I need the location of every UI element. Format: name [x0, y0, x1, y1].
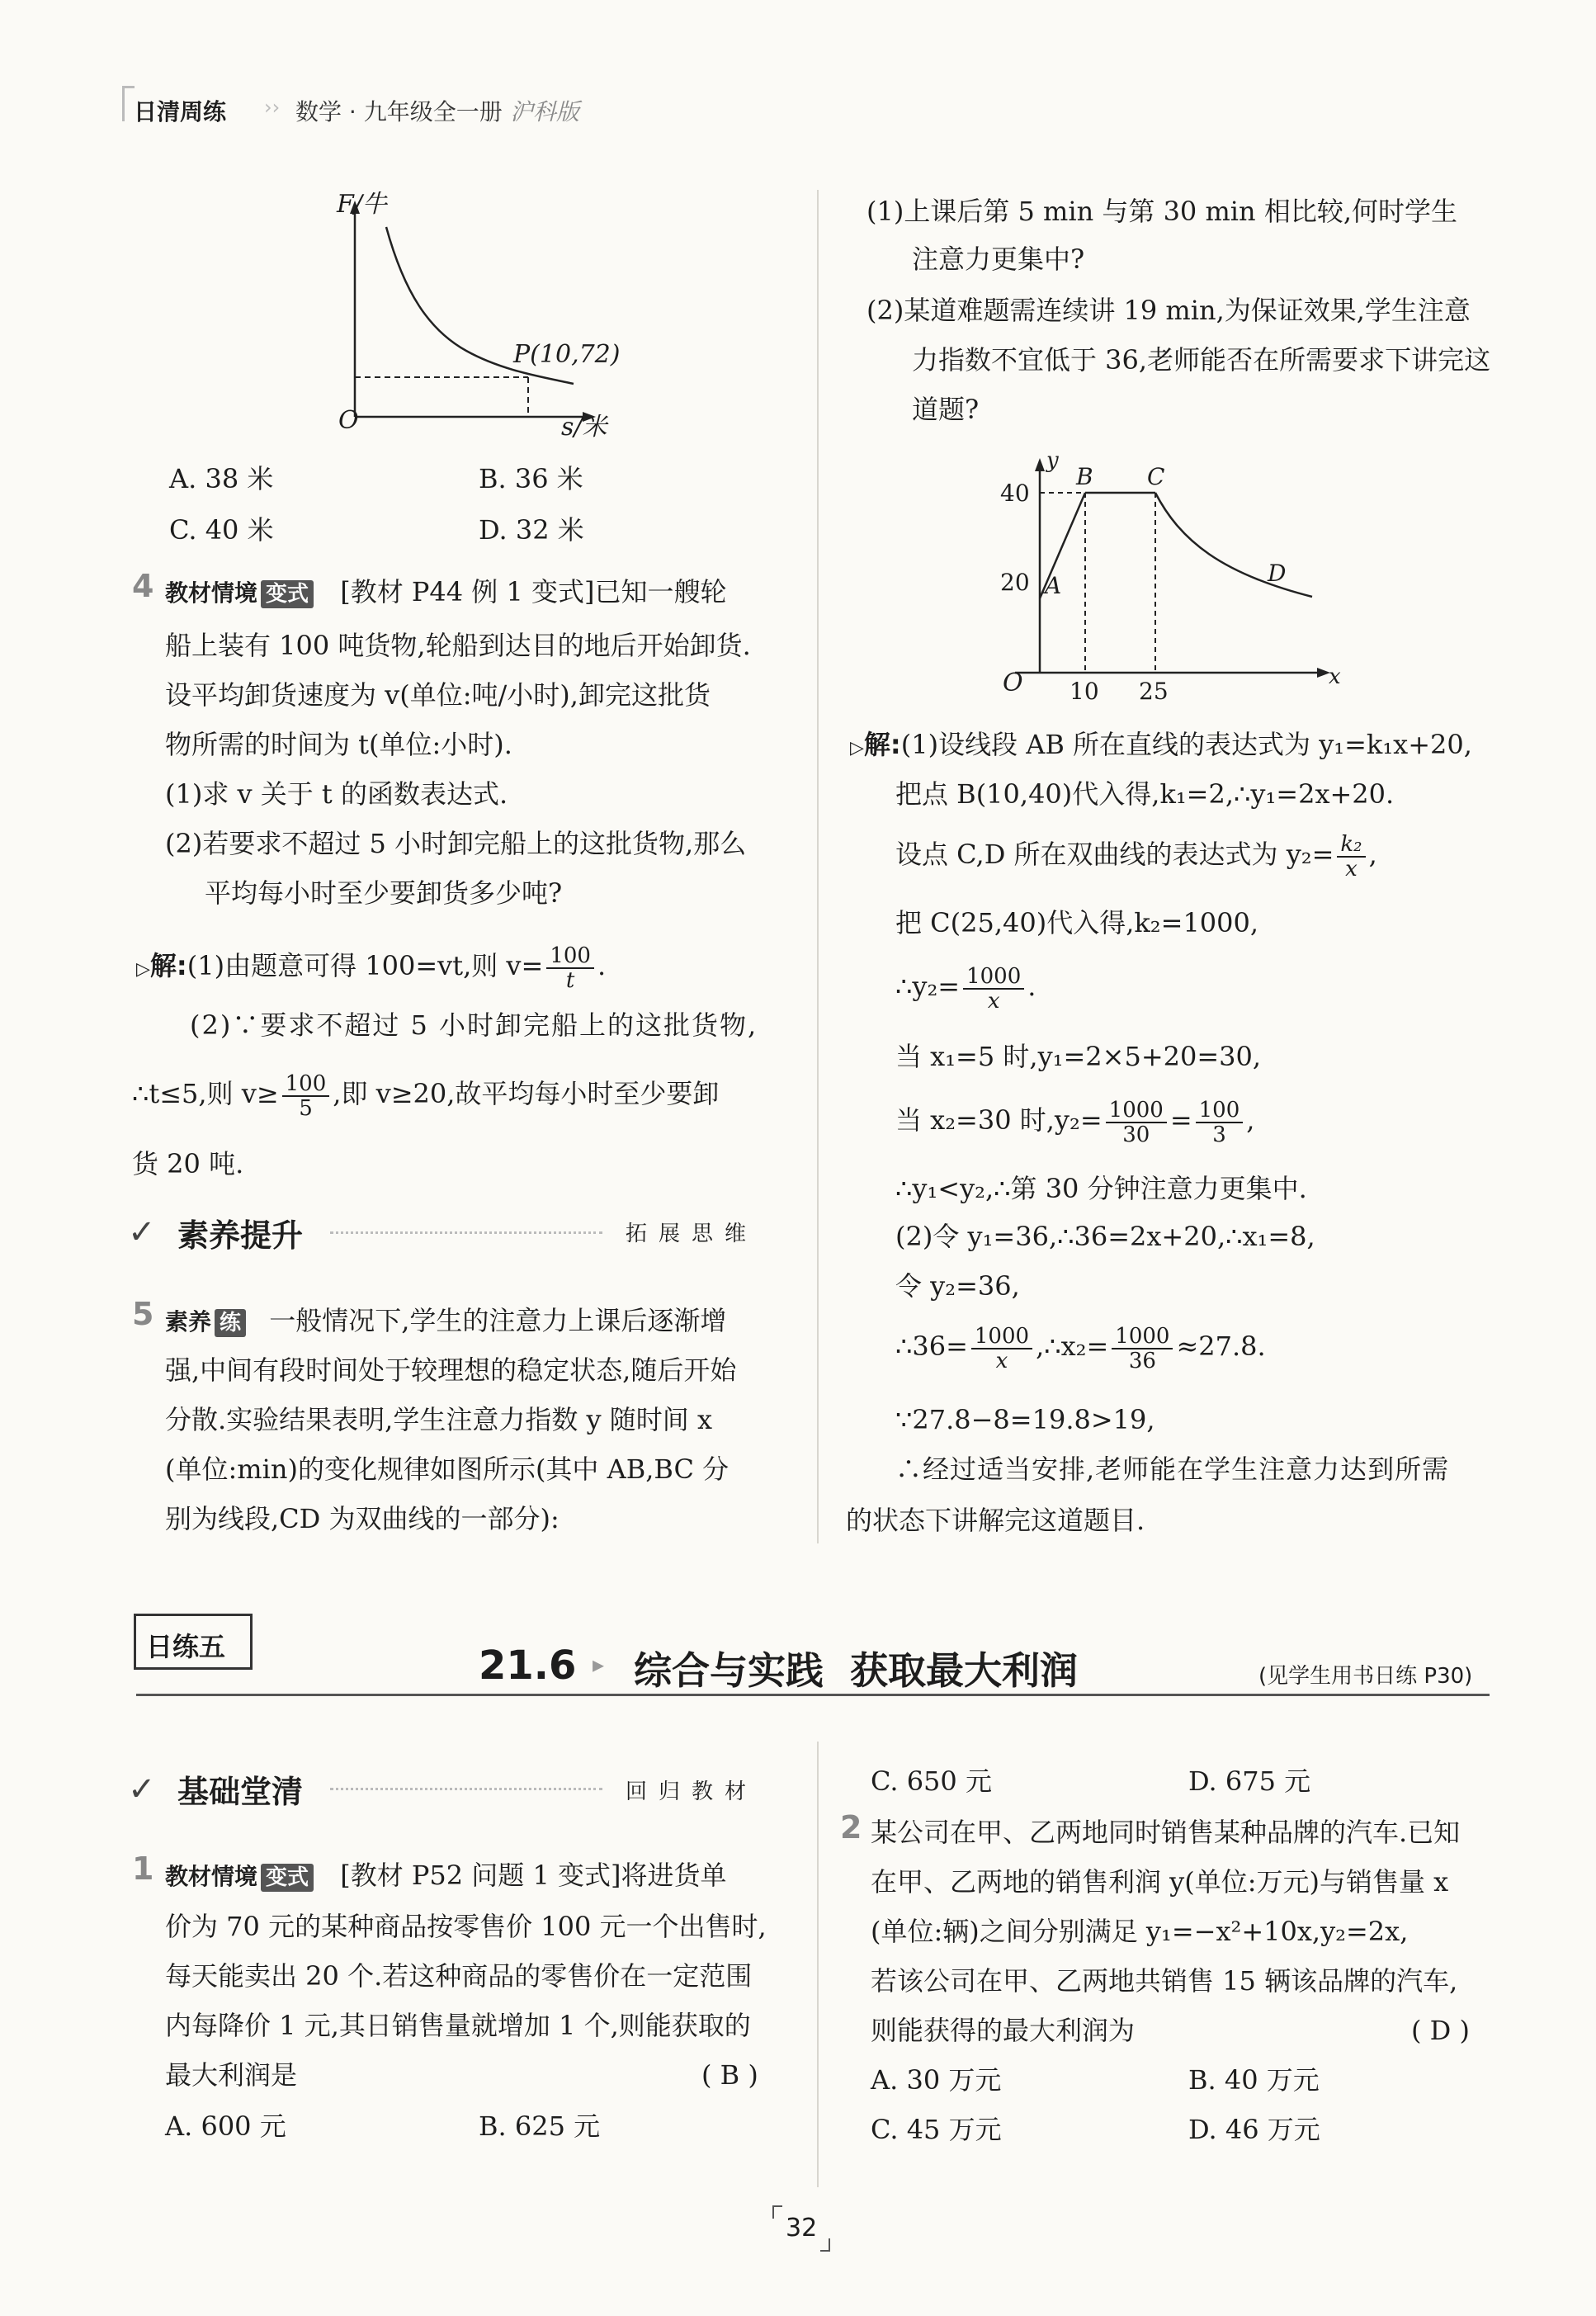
arrow-icon: ▸ [593, 1651, 605, 1678]
q5-sol-l7-pre: 当 x₂=30 时,y₂= [895, 1104, 1103, 1136]
q5-sol-l13: ∴经过适当安排,老师能在学生注意力达到所需 [895, 1453, 1450, 1485]
q5-tag: 素养 [165, 1308, 212, 1335]
q2-line5: 则能获得的最大利润为 [871, 2015, 1136, 2046]
q3-option-b: B. 36 米 [479, 463, 583, 494]
q1-line2: 价为 70 元的某种商品按零售价 100 元一个出售时, [165, 1911, 767, 1942]
q5-sol-l8: ∴y₁<y₂,∴第 30 分钟注意力更集中. [895, 1173, 1307, 1204]
graph2-x-label: x [1329, 664, 1341, 689]
page-number-box [772, 2205, 830, 2252]
q4-sol1-den: t [565, 967, 575, 993]
q2-line3: (单位:辆)之间分别满足 y₁=−x²+10x,y₂=2x, [871, 1916, 1409, 1947]
header-edition: 沪科版 [510, 98, 580, 125]
q5-sol-l1-text: (1)设线段 AB 所在直线的表达式为 y₁=k₁x+20, [900, 729, 1472, 760]
q5-sub1a: (1)上课后第 5 min 与第 30 min 相比较,何时学生 [866, 196, 1457, 227]
q5-sol-l3-post: , [1368, 839, 1377, 870]
q4-sub2b: 平均每小时至少要卸货多少吨? [205, 877, 563, 909]
q5-sol-l11-den1: x [995, 1348, 1008, 1373]
q3-option-d: D. 32 米 [479, 514, 584, 546]
graph2-origin: O [1003, 669, 1023, 697]
q3-option-a: A. 38 米 [169, 463, 274, 494]
q5-sol-l7-post: , [1246, 1104, 1255, 1136]
q2-answer: ( D ) [1411, 2015, 1470, 2046]
q5-line3: 分散.实验结果表明,学生注意力指数 y 随时间 x [165, 1404, 712, 1435]
q5-sol-l11-den2: 36 [1128, 1348, 1156, 1373]
q5-line5: 别为线段,CD 为双曲线的一部分): [165, 1503, 560, 1534]
q5-sol-l11 [895, 1317, 1266, 1375]
section-jichu-right: 回归教材 [626, 1780, 758, 1804]
header-subject: 数学 · 九年级全一册 [295, 98, 503, 125]
section-suyang-rule [330, 1231, 602, 1234]
q5-line2: 强,中间有段时间处于较理想的稳定状态,随后开始 [165, 1354, 737, 1386]
section-suyang-right: 拓展思维 [626, 1222, 758, 1246]
q1-option-c: C. 650 元 [871, 1765, 992, 1797]
q5-sol-l9: (2)令 y₁=36,∴36=2x+20,∴x₁=8, [895, 1221, 1315, 1252]
q4-sol1-pre: (1)由题意可得 100=vt,则 v= [187, 950, 544, 981]
q5-sol-l10: 令 y₂=36, [895, 1270, 1020, 1302]
q4-line1 [165, 575, 726, 610]
q4-solution-2: (2)∵要求不超过 5 小时卸完船上的这批货物, [190, 1009, 758, 1041]
q4-solution-4: 货 20 吨. [132, 1148, 244, 1179]
graph2-tick-y40: 40 [1000, 480, 1030, 507]
q2-option-c: C. 45 万元 [871, 2114, 1002, 2145]
column-divider-bottom [817, 1742, 819, 2187]
lesson-title: 综合与实践 获取最大利润 [634, 1648, 1079, 1693]
graph-f-vs-s [322, 194, 635, 446]
lesson-day: 日练五 [146, 1631, 226, 1662]
q5-sol-l7-num1: 1000 [1106, 1099, 1167, 1123]
q1-option-b: B. 625 元 [479, 2110, 601, 2142]
q5-sol-l3-num: k₂ [1337, 833, 1365, 858]
check-brush-icon-2: ✓ [128, 1770, 156, 1808]
q4-badge: 变式 [261, 580, 314, 608]
q5-sol-l5-num: 1000 [963, 965, 1024, 990]
q4-solution-3 [132, 1065, 719, 1123]
q1-tag: 教材情境 [165, 1863, 258, 1890]
q4-sub2a: (2)若要求不超过 5 小时卸完船上的这批货物,那么 [165, 828, 747, 859]
q2-line1: 某公司在甲、乙两地同时销售某种品牌的汽车.已知 [871, 1817, 1461, 1848]
header-corner [122, 86, 135, 121]
graph1-origin: O [338, 406, 359, 435]
page-number: 32 [786, 2214, 818, 2243]
q1-answer: ( B ) [701, 2059, 758, 2091]
q5-line1 [165, 1304, 726, 1339]
q5-sol-l11-num2: 1000 [1112, 1325, 1173, 1349]
q2-line2: 在甲、乙两地的销售利润 y(单位:万元)与销售量 x [871, 1866, 1449, 1898]
q5-sol-l11-num1: 1000 [971, 1325, 1032, 1349]
q4-sol3-pre: ∴t≤5,则 v≥ [132, 1078, 279, 1109]
q5-text1: 一般情况下,学生的注意力上课后逐渐增 [269, 1305, 727, 1336]
q5-number: 5 [132, 1296, 154, 1332]
q5-sol-l7 [895, 1091, 1254, 1149]
q5-sub2a: (2)某道难题需连续讲 19 min,为保证效果,学生注意 [866, 295, 1471, 326]
graph2-tick-y20: 20 [1000, 569, 1030, 596]
q4-sol3-num: 100 [282, 1072, 330, 1097]
q2-line4: 若该公司在甲、乙两地共销售 15 辆该品牌的汽车, [871, 1965, 1458, 1997]
q3-option-c: C. 40 米 [169, 514, 274, 546]
graph2-y-label: y [1046, 448, 1059, 473]
q4-sol1-num: 100 [546, 944, 594, 969]
section-suyang-title: 素养提升 [177, 1217, 304, 1254]
q4-number: 4 [132, 568, 154, 604]
q4-sol3-den: 5 [299, 1095, 313, 1121]
graph2-curve-cd [1155, 493, 1312, 597]
q5-sol-l11-mid: ,∴x₂= [1036, 1331, 1109, 1362]
q5-sol-l7-den1: 30 [1122, 1122, 1150, 1147]
q1-option-a: A. 600 元 [165, 2110, 286, 2142]
section-jichu-title: 基础堂清 [177, 1774, 304, 1810]
q5-sol-l7-mid: = [1169, 1104, 1192, 1136]
q1-number: 1 [132, 1850, 154, 1887]
lesson-ref: (见学生用书日练 P30) [1258, 1664, 1473, 1689]
graph2-point-b: B [1076, 463, 1093, 490]
q1-line3: 每天能卖出 20 个.若这种商品的零售价在一定范围 [165, 1960, 753, 1992]
q5-sol-label: 解: [863, 729, 901, 760]
graph1-xlabel: s/米 [561, 413, 607, 442]
column-divider-top [817, 190, 819, 1543]
q1-line4: 内每降价 1 元,其日销售量就增加 1 个,则能获取的 [165, 2010, 751, 2041]
q4-sol3-post: ,即 v≥20,故平均每小时至少要卸 [333, 1078, 720, 1109]
q5-sol-l7-frac1 [1106, 1099, 1167, 1146]
q5-sub1b: 注意力更集中? [912, 243, 1085, 275]
q5-sol-l11-frac1 [971, 1325, 1032, 1373]
q1-line1 [165, 1859, 726, 1893]
q5-sol-l5 [895, 957, 1036, 1015]
graph2-point-c: C [1147, 463, 1165, 490]
lesson-day-box [134, 1614, 253, 1670]
header-series: 日清周练 [134, 98, 227, 125]
check-brush-icon: ✓ [128, 1213, 156, 1251]
q1-option-d: D. 675 元 [1188, 1765, 1311, 1797]
q5-sol-l11-pre: ∴36= [895, 1331, 968, 1362]
q1-text1: [教材 P52 问题 1 变式]将进货单 [340, 1860, 727, 1891]
q5-sol-l5-pre: ∴y₂= [895, 971, 961, 1002]
q5-sol-l11-frac2 [1112, 1325, 1173, 1373]
q2-number: 2 [840, 1809, 862, 1846]
section-jichu-rule [330, 1788, 602, 1790]
q5-sol-l3-den: x [1345, 856, 1358, 881]
solution-triangle-icon-2: ▷ [850, 738, 864, 759]
graph2-tick-x10: 10 [1070, 678, 1099, 705]
solution-triangle-icon: ▷ [136, 959, 150, 980]
q5-sol-l5-post: . [1027, 971, 1036, 1002]
page-corner-right [820, 2238, 830, 2252]
graph1-point-label: P(10,72) [513, 340, 621, 369]
page-corner-left [772, 2205, 782, 2219]
q4-line2: 船上装有 100 吨货物,轮船到达目的地后开始卸货. [165, 630, 751, 661]
q1-badge: 变式 [261, 1864, 314, 1892]
q5-sub2c: 道题? [912, 394, 980, 425]
q5-sol-l5-frac [963, 965, 1024, 1013]
q5-sol-l14: 的状态下讲解完这道题目. [846, 1505, 1145, 1536]
q4-sol3-frac [282, 1072, 330, 1120]
q5-sol-l3-frac [1337, 833, 1365, 881]
q5-badge: 练 [215, 1309, 246, 1337]
q4-text1: [教材 P44 例 1 变式]已知一艘轮 [340, 576, 727, 607]
graph2-tick-x25: 25 [1139, 678, 1169, 705]
q5-sol-l6: 当 x₁=5 时,y₁=2×5+20=30, [895, 1041, 1262, 1072]
q5-sol-l2: 把点 B(10,40)代入得,k₁=2,∴y₁=2x+20. [895, 778, 1395, 810]
q5-sol-l1 [850, 728, 1472, 765]
graph2-point-a: A [1045, 572, 1062, 599]
q2-option-b: B. 40 万元 [1188, 2064, 1320, 2096]
q5-sol-l12: ∵27.8−8=19.8>19, [895, 1404, 1155, 1435]
q4-sol1-end: . [597, 950, 607, 981]
q5-sol-l7-den2: 3 [1212, 1122, 1226, 1147]
chevron-icon: ›› [264, 96, 281, 119]
q2-option-d: D. 46 万元 [1188, 2114, 1320, 2145]
graph2-y-arrow [1035, 458, 1045, 471]
graph1-ylabel: F/牛 [337, 190, 387, 219]
lesson-number: 21.6 [479, 1642, 577, 1689]
q4-sub1: (1)求 v 关于 t 的函数表达式. [165, 778, 508, 810]
q5-sol-l5-den: x [987, 988, 1000, 1014]
q5-sol-l11-post: ≈27.8. [1176, 1331, 1266, 1362]
q4-tag: 教材情境 [165, 579, 258, 607]
q4-solution-1 [136, 937, 606, 999]
q5-line4: (单位:min)的变化规律如图所示(其中 AB,BC 分 [165, 1453, 730, 1485]
q1-line5: 最大利润是 [165, 2059, 298, 2091]
q5-sub2b: 力指数不宜低于 36,老师能否在所需要求下讲完这 [912, 344, 1491, 376]
q5-sol-l4: 把 C(25,40)代入得,k₂=1000, [895, 907, 1259, 938]
q4-sol1-frac [546, 944, 594, 992]
q5-sol-l7-frac2 [1196, 1099, 1244, 1146]
q5-sol-l3 [895, 825, 1377, 883]
graph2-point-d: D [1268, 560, 1287, 587]
q4-sol-label: 解: [149, 950, 187, 981]
q5-sol-l7-num2: 100 [1196, 1099, 1244, 1123]
q2-option-a: A. 30 万元 [871, 2064, 1002, 2096]
q5-sol-l3-pre: 设点 C,D 所在双曲线的表达式为 y₂= [895, 839, 1334, 870]
q4-line4: 物所需的时间为 t(单位:小时). [165, 729, 512, 760]
q4-line3: 设平均卸货速度为 v(单位:吨/小时),卸完这批货 [165, 679, 711, 711]
